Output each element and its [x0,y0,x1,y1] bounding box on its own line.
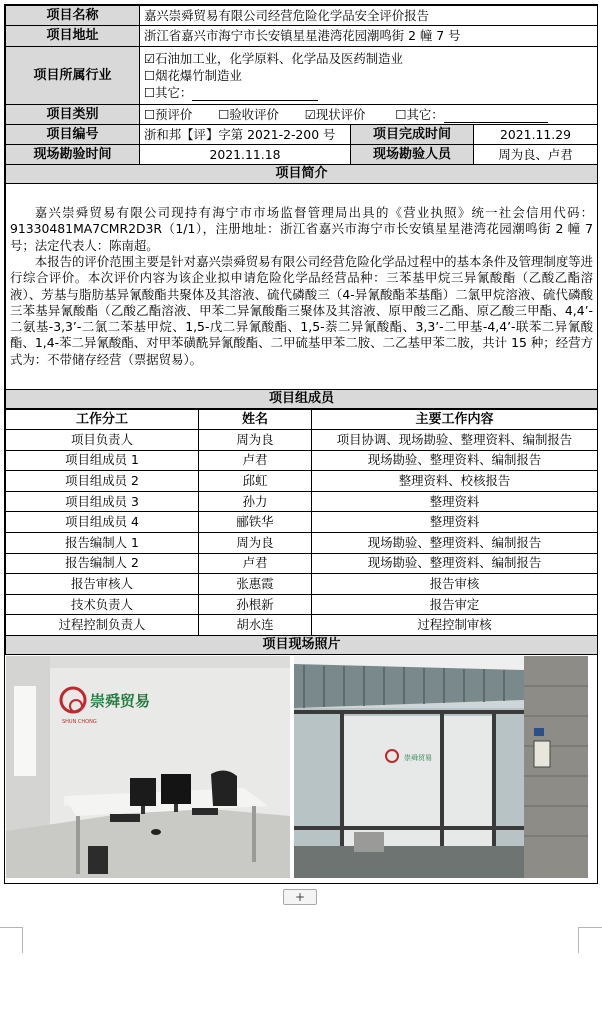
project-info-table [5,5,598,409]
project-name-value: 嘉兴崇舜贸易有限公司经营危险化学品安全评价报告 [140,6,598,26]
crop-mark-right-h [578,927,602,928]
logo-text: 崇舜贸易 [90,692,151,710]
storefront-photo-image [294,656,588,878]
members-header-work: 主要工作内容 [312,410,598,430]
members-header-role: 工作分工 [6,410,199,430]
category-option-4[interactable]: ☐其它： [395,107,547,122]
office-photo [6,656,290,878]
table-row: 技术负责人 孙根新 报告审定 [6,594,598,615]
logo-subtext: SHUN CHONG [62,719,97,725]
category-option-2[interactable]: ☐验收评价 [218,106,279,122]
crop-mark-left-h [0,927,22,928]
members-table [5,409,598,655]
crop-mark-left-v [22,927,23,953]
members-header-name: 姓名 [199,410,312,430]
survey-staff-value: 周为良、卢君 [474,145,598,165]
industry-option-1[interactable]: ☑石油加工业，化学原料、化学品及医药制造业 [144,51,403,66]
table-row: 项目组成员 4 郦铁华 整理资料 [6,512,598,533]
survey-time-value: 2021.11.18 [140,145,351,165]
project-address-value: 浙江省嘉兴市海宁市长安镇星星港湾花园潮鸣街 2 幢 7 号 [140,26,598,47]
intro-title: 项目简介 [6,165,598,184]
survey-time-label: 现场勘验时间 [6,145,140,165]
project-address-label: 项目地址 [6,26,140,47]
storefront-sign: 崇舜贸易 [404,754,432,762]
table-row: 报告编制人 2 卢君 现场勘验、整理资料、编制报告 [6,553,598,574]
completion-value: 2021.11.29 [474,125,598,145]
table-row: 报告审核人 张惠霞 报告审核 [6,574,598,595]
expand-button[interactable]: + [283,889,317,905]
photos-title: 项目现场照片 [6,635,598,654]
industry-option-3[interactable]: ☐其它： [144,84,593,101]
category-option-1[interactable]: ☐预评价 [144,106,193,122]
industry-other-blank[interactable] [192,87,318,101]
completion-label: 项目完成时间 [351,125,474,145]
industry-label: 项目所属行业 [6,47,140,105]
category-option-3[interactable]: ☑现状评价 [304,106,366,122]
intro-paragraph-2: 本报告的评价范围主要是针对嘉兴崇舜贸易有限公司经营危险化学品过程中的基本条件及管理制度等进行综合评价。本次评价内容为该企业拟申请危险化学品经营品种：三苯基甲烷三异氰酸酯（乙酸乙酯溶液）、芳基与脂肪基异氰酸酯共聚体及其溶液、硫代磷酸三（4-异氰酸酯苯基酯）二氯甲烷溶液、硫代磷酸三苯基异氰酸酯（乙酸乙酯溶液、甲苯二异氰酸酯三聚体及其溶液、原甲酸三乙酯、原乙酸三甲酯、4,4’-二氨基-3,3’-二氯二苯基甲烷、1,5-戊二异氰酸酯、1,5-萘二异氰酸酯、3,3’-二甲基-4,4’-联苯二异氰酸酯、1,4-苯二异氰酸酯、对甲苯磺酰异氰酸酯、二甲硫基甲苯二胺、二乙基甲苯二胺，共计 15 种；经营方式为：不带储存经营（票据贸易）。 [10,253,594,367]
industry-option-2[interactable]: ☐烟花爆竹制造业 [144,68,242,83]
site-photos [6,656,588,878]
table-row: 项目组成员 1 卢君 现场勘验、整理资料、编制报告 [6,450,598,471]
category-options [140,105,598,125]
project-no-value: 浙和邦【评】字第 2021-2-200 号 [140,125,351,145]
table-row: 过程控制负责人 胡水连 过程控制审核 [6,615,598,636]
crop-mark-right-v [578,927,579,953]
table-row: 项目负责人 周为良 项目协调、现场勘验、整理资料、编制报告 [6,430,598,451]
category-label: 项目类别 [6,105,140,125]
storefront-photo [294,656,588,878]
project-no-label: 项目编号 [6,125,140,145]
members-title: 项目组成员 [6,390,598,409]
table-row: 报告编制人 1 周为良 现场勘验、整理资料、编制报告 [6,532,598,553]
project-name-label: 项目名称 [6,6,140,26]
intro-paragraph-1: 嘉兴崇舜贸易有限公司现持有海宁市市场监督管理局出具的《营业执照》统一社会信用代码：91330481MA7CMR2D3R（1/1），注册地址：浙江省嘉兴市海宁市长安镇星星港湾花园潮鸣街 2 幢 7 号；法定代表人：陈南超。 [10,205,594,253]
survey-staff-label: 现场勘验人员 [351,145,474,165]
table-row: 项目组成员 2 邱虹 整理资料、校核报告 [6,471,598,492]
table-row: 项目组成员 3 孙力 整理资料 [6,491,598,512]
intro-text [6,184,598,390]
industry-options [140,47,598,105]
office-photo-image [6,656,290,878]
category-other-blank[interactable] [444,109,548,123]
